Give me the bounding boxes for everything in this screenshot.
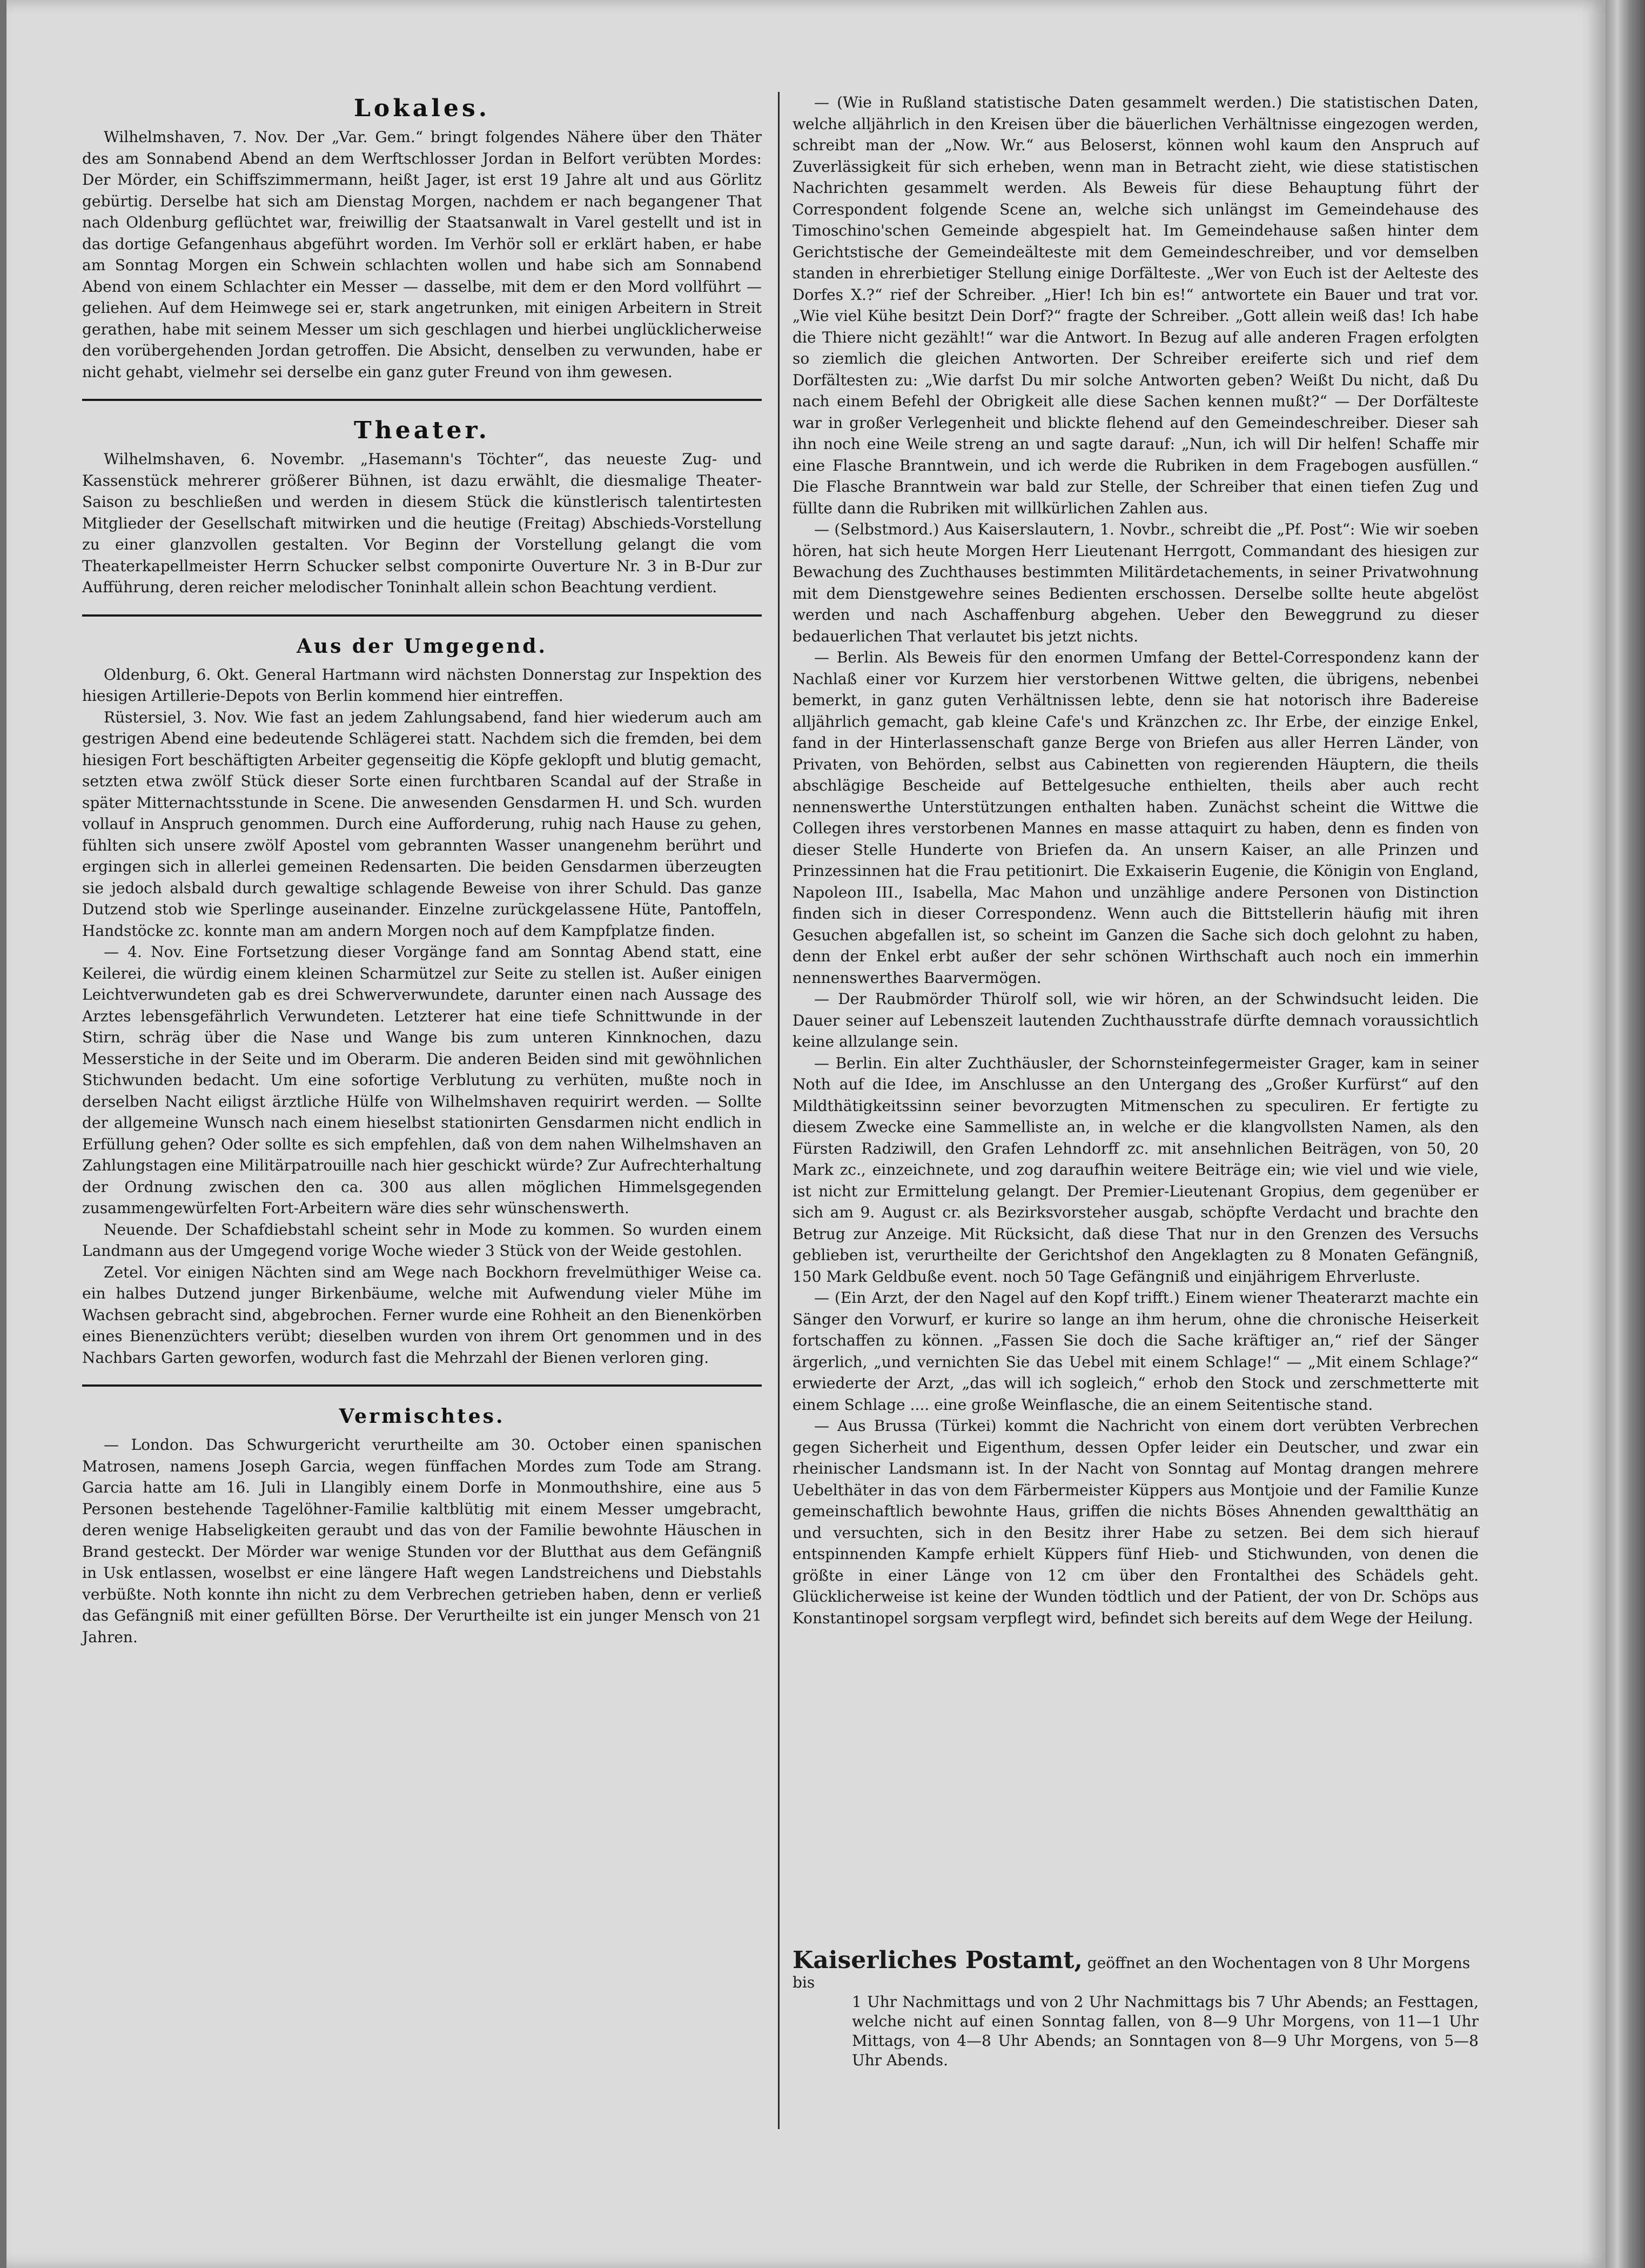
- section-title-theater: Theater.: [353, 417, 490, 444]
- article-raubmoerder-thuerolf: — Der Raubmörder Thürolf soll, wie wir hören, an der Schwindsucht leiden. Die Dauer seiner auf Lebenszeit lautenden Zuchthausstrafe dürfte demnach voraussichtlich keine allzulange sein.: [793, 990, 1479, 1051]
- column-separator: [778, 92, 780, 2129]
- book-edge: [1606, 0, 1645, 2268]
- section-title-umgegend: Aus der Umgegend.: [297, 634, 547, 658]
- section-divider: [82, 614, 762, 617]
- article-umgegend-zetel: Zetel. Vor einigen Nächten sind am Wege nach Bockhorn frevelmüthiger Weise ca. ein halbes Dutzend junger Birkenbäume, welche mit Aufwendung vieler Mühe im Wachsen gebracht sind, abgebrochen. Ferner wurde eine Rohheit an den Bienenkörben eines Bienenzüchters verübt; dieselben wurden von ihrem Ort genommen und in des Nachbars Garten geworfen, wodurch fast die Mehrzahl der Bienen verloren ging.: [82, 1263, 762, 1367]
- article-umgegend-4-nov: — 4. Nov. Eine Fortsetzung dieser Vorgänge fand am Sonntag Abend statt, eine Keilerei, die würdig einem kleinen Scharmützel zur Seite zu stellen ist. Außer einigen Leichtverwundeten gab es drei Schwerverwundete, darunter einen nach Aussage des Arztes lebensgefährlich Verwundeten. Letzterer hat eine tiefe Schnittwunde in der Stirn, schräg über die Nase und Wange bis zum unteren Kinnknochen, dazu Messerstiche in der Seite und im Oberarm. Die anderen Beiden sind mit gewöhnlichen Stichwunden bedacht. Um eine sofortige Verblutung zu verhüten, mußte noch in derselben Nacht eiligst ärztliche Hülfe von Wilhelmshaven requirirt werden. — Sollte der allgemeine Wunsch nach einem hieselbst stationirten Gensdarmen nicht endlich in Erfüllung gehen? Oder sollte es sich empfehlen, daß von dem nahen Wilhelmshaven an Zahlungstagen eine Militärpatrouille nach hier geschickt würde? Zur Aufrechterhaltung der Ordnung zwischen den ca. 300 aus allen möglichen Himmelsgegenden zusammengewürfelten Fort-Arbeitern wäre dies sehr wünschenswerth.: [82, 943, 762, 1217]
- postamt-notice: [793, 1946, 1479, 2070]
- article-umgegend-oldenburg: Oldenburg, 6. Okt. General Hartmann wird nächsten Donnerstag zur Inspektion des hiesigen Artillerie-Depots von Berlin kommend hier eintreffen.: [82, 665, 762, 705]
- article-lokales-wilhelmshaven: Wilhelmshaven, 7. Nov. Der „Var. Gem.“ bringt folgendes Nähere über den Thäter des am Sonnabend Abend an dem Werftschlosser Jordan in Belfort verübten Mordes: Der Mörder, ein Schiffszimmermann, heißt Jager, ist erst 19 Jahre alt und aus Görlitz gebürtig. Derselbe hat sich am Dienstag Morgen, nachdem er nach begangener That nach Oldenburg geflüchtet war, freiwillig der Staatsanwalt in Varel gestellt und ist in das dortige Gefangenhaus abgeführt worden. Im Verhör soll er erklärt haben, er habe am Sonntag Morgen ein Schwein schlachten wollen und habe sich am Sonnabend Abend von einem Schlachter ein Messer — dasselbe, mit dem er den Mord vollführt — geliehen. Auf dem Heimwege sei er, stark angetrunken, mit einigen Arbeitern in Streit gerathen, habe mit seinem Messer um sich geschlagen und hierbei unglücklicherweise den vorübergehenden Jordan getroffen. Die Absicht, denselben zu verwunden, habe er nicht gehabt, vielmehr sei derselbe ein ganz guter Freund von ihm gewesen.: [82, 128, 762, 381]
- article-brussa: — Aus Brussa (Türkei) kommt die Nachricht von einem dort verübten Verbrechen gegen Sicherheit und Eigenthum, dessen Opfer leider ein Deutscher, und zwar ein rheinischer Landsmann ist. In der Nacht von Sonntag auf Montag drangen mehrere Uebelthäter in das von dem Färbermeister Küppers aus Montjoie und der Familie Kunze gemeinschaftlich bewohnte Haus, griffen die nichts Böses Ahnenden gewaltthätig an und versuchten, sich in den Besitz ihrer Habe zu setzen. Bei dem sich hierauf entspinnenden Kampfe erhielt Küppers fünf Hieb- und Stichwunden, von denen die größte in einer Länge von 12 cm über den Frontalthei des Schädels geht. Glücklicherweise ist keine der Wunden tödtlich und der Patient, der von Dr. Schöps aus Konstantinopel sorgsam verpflegt wird, befindet sich bereits auf dem Wege der Heilung.: [793, 1417, 1479, 1627]
- postamt-hours: 1 Uhr Nachmittags und von 2 Uhr Nachmittags bis 7 Uhr Abends; an Festtagen, welche nicht auf einen Sonntag fallen, von 8—9 Uhr Morgens, von 11—1 Uhr Mittags, von 4—8 Uhr Abends; an Sonntagen von 8—9 Uhr Morgens, von 5—8 Uhr Abends.: [852, 1993, 1479, 2069]
- postamt-title: Kaiserliches Postamt,: [793, 1946, 1083, 1974]
- left-column: [82, 92, 762, 1648]
- article-umgegend-ruestersiel: Rüstersiel, 3. Nov. Wie fast an jedem Zahlungsabend, fand hier wiederum auch am gestrigen Abend eine bedeutende Schlägerei statt. Nachdem sich die fremden, bei dem hiesigen Fort beschäftigten Arbeiter gegenseitig die Köpfe geklopft und blutig gemacht, setzten etwa zwölf Stück dieser Sorte einen furchtbaren Scandal auf der Straße in später Mitternachtsstunde in Scene. Die anwesenden Gensdarmen H. und Sch. wurden vollauf in Anspruch genommen. Durch eine Aufforderung, ruhig nach Hause zu gehen, fühlten sich unsere zwölf Apostel vom gebrannten Wasser unangenehm berührt und ergingen sich in allerlei gemeinen Redensarten. Die beiden Gensdarmen überzeugten sie jedoch alsbald durch gewaltige schlagende Beweise von ihrer Schuld. Das ganze Dutzend stob wie Sperlinge auseinander. Einzelne zurückgelassene Hüte, Pantoffeln, Handstöcke zc. konnte man am andern Morgen noch auf dem Kampfplatze finden.: [82, 708, 762, 940]
- article-umgegend-neuende: Neuende. Der Schafdiebstahl scheint sehr in Mode zu kommen. So wurden einem Landmann aus der Umgegend vorige Woche wieder 3 Stück von der Weide gestohlen.: [82, 1220, 762, 1260]
- article-berlin-grager: — Berlin. Ein alter Zuchthäusler, der Schornsteinfegermeister Grager, kam in seiner Noth auf die Idee, im Anschlusse an den Untergang des „Großer Kurfürst“ auf den Mildthätigkeitssinn seiner bevorzugten Mitmenschen zu speculiren. Er fertigte zu diesem Zwecke eine Sammelliste an, in welche er die klangvollsten Namen, als den Fürsten Radziwill, den Grafen Lehndorff zc. mit ansehnlichen Beiträgen, von 50, 20 Mark zc., einzeichnete, und zog daraufhin weitere Beiträge ein; wie viel und wie viele, ist nicht zur Ermittelung gelangt. Der Premier-Lieutenant Gropius, dem gegenüber er sich am 9. August cr. als Bezirksvorsteher ausgab, schöpfte Verdacht und brachte den Betrug zur Anzeige. Mit Rücksicht, daß diese That nur in den Grenzen des Versuchs geblieben ist, verurtheilte der Gerichtshof den Angeklagten zu 8 Monaten Gefängniß, 150 Mark Geldbuße event. noch 50 Tage Gefängniß und einjährigem Ehrverluste.: [793, 1054, 1479, 1286]
- article-vermischtes-london: — London. Das Schwurgericht verurtheilte am 30. October einen spanischen Matrosen, namens Joseph Garcia, wegen fünffachen Mordes zum Tode am Strang. Garcia hatte am 16. Juli in Llangibly einem Dorfe in Monmouthshire, eine aus 5 Personen bestehende Tagelöhner-Familie kaltblütig mit einem Messer umgebracht, deren wenige Habseligkeiten geraubt und das von der Familie bewohnte Häuschen in Brand gesteckt. Der Mörder war wenige Stunden vor der Blutthat aus dem Gefängniß in Usk entlassen, woselbst er eine längere Haft wegen Landstreichens und Diebstahls verbüßte. Noth konnte ihn nicht zu dem Verbrechen getrieben haben, denn er verließ das Gefängniß mit einer gefüllten Börse. Der Verurtheilte ist ein junger Mensch von 21 Jahren.: [82, 1436, 762, 1646]
- postamt-lead: geöffnet an den Wochentagen von 8 Uhr Morgens bis: [793, 1954, 1471, 1991]
- section-title-vermischtes: Vermischtes.: [339, 1405, 505, 1428]
- section-divider: [82, 1384, 762, 1387]
- section-divider: [82, 399, 762, 401]
- article-russland-statistik: — (Wie in Rußland statistische Daten gesammelt werden.) Die statistischen Daten, welche alljährlich in den Kreisen über die bäuerlichen Verhältnisse eingezogen werden, schreibt man der „Now. Wr.“ aus Beloserst, können wohl kaum den Anspruch auf Zuverlässigkeit für sich erheben, wenn man in Betracht zieht, wie diese statistischen Nachrichten gesammelt werden. Als Beweis für diese Behauptung führt der Correspondent folgende Scene an, welche sich unlängst im Gemeindehause des Timoschino'schen Gemeinde abgespielt hat. Im Gemeindehause saßen hinter dem Gerichtstische der Gemeindeälteste mit dem Gemeindeschreiber, und vor demselben standen in ehrerbietiger Stellung einige Dorfälteste. „Wer von Euch ist der Aelteste des Dorfes X.?“ rief der Schreiber. „Hier! Ich bin es!“ antwortete ein Bauer und trat vor. „Wie viel Kühe besitzt Dein Dorf?“ fragte der Schreiber. „Gott allein weiß das! Ich habe die Thiere nicht gezählt!“ war die Antwort. In Bezug auf alle anderen Fragen erfolgten so ziemlich die gleichen Antworten. Der Schreiber ereiferte sich und rief dem Dorfältesten zu: „Wie darfst Du mir solche Antworten geben? Weißt Du nicht, daß Du nach einem Befehl der Obrigkeit alle diese Sachen kennen mußt?“ — Der Dorfälteste war in großer Verlegenheit und blickte flehend auf den Gemeindeschreiber. Dieser sah ihn noch eine Weile streng an und sagte darauf: „Nun, ich will Dir helfen! Schaffe mir eine Flasche Branntwein, und ich werde die Rubriken in dem Fragebogen ausfüllen.“ Die Flasche Branntwein war bald zur Stelle, der Schreiber that einen tiefen Zug und füllte dann die Rubriken mit willkürlichen Zahlen aus.: [793, 93, 1479, 517]
- section-title-lokales: Lokales.: [353, 95, 491, 122]
- newspaper-page: [6, 0, 1606, 2268]
- article-selbstmord-kaiserslautern: — (Selbstmord.) Aus Kaiserslautern, 1. Novbr., schreibt die „Pf. Post“: Wie wir soeben hören, hat sich heute Morgen Herr Lieutenant Herrgott, Commandant des hiesigen zur Bewachung des Zuchthauses bestimmten Militärdetachements, in seiner Privatwohnung mit dem Dienstgewehre seines Bedienten erschossen. Derselbe sollte heute abgelöst werden und nach Aschaffenburg abgehen. Ueber den Beweggrund zu dieser bedauerlichen That verlautet bis jetzt nichts.: [793, 520, 1479, 645]
- right-column: [793, 92, 1479, 1629]
- article-theater-hasemann: Wilhelmshaven, 6. Novembr. „Hasemann's Töchter“, das neueste Zug- und Kassenstück mehrerer größerer Bühnen, ist dazu erwählt, die diesmalige Theater-Saison zu beschließen und werden in diesem Stück die künstlerisch talentirtesten Mitglieder der Gesellschaft mitwirken und die heutige (Freitag) Abschieds-Vorstellung zu einer glanzvollen gestalten. Vor Beginn der Vorstellung gelangt die vom Theaterkapellmeister Herrn Schucker selbst componirte Ouverture Nr. 3 in B-Dur zur Aufführung, deren reicher melodischer Toninhalt allein schon Beachtung verdient.: [82, 450, 762, 596]
- article-arzt-nagel: — (Ein Arzt, der den Nagel auf den Kopf trifft.) Einem wiener Theaterarzt machte ein Sänger den Vorwurf, er kurire so lange an ihm herum, ohne die chronische Heiserkeit fortschaffen zu können. „Fassen Sie doch die Sache kräftiger an,“ rief der Sänger ärgerlich, „und vernichten Sie das Uebel mit einem Schlage!“ — „Mit einem Schlage?“ erwiederte der Arzt, „das will ich sogleich,“ erhob den Stock und zerschmetterte mit einem Schlage .... eine große Weinflasche, die an einem Seitentische stand.: [793, 1289, 1479, 1414]
- article-berlin-bettel: — Berlin. Als Beweis für den enormen Umfang der Bettel-Correspondenz kann der Nachlaß einer vor Kurzem hier verstorbenen Wittwe gelten, die übrigens, nebenbei bemerkt, in ganz guten Verhältnissen lebte, denn sie hat notorisch ihre Badereise alljährlich gemacht, gab kleine Cafe's und Kränzchen zc. Ihr Erbe, der einzige Enkel, fand in der Hinterlassenschaft ganze Berge von Briefen aus aller Herren Länder, von Privaten, von Behörden, selbst aus Cabinetten von regierenden Häuptern, die theils abschlägige Bescheide auf Bettelgesuche enthielten, theils aber auch recht nennenswerthe Unterstützungen enthalten haben. Zunächst scheint die Wittwe die Collegen ihres verstorbenen Mannes en masse attaquirt zu haben, denn es finden von dieser Stelle Hunderte von Briefen da. An unsern Kaiser, an alle Prinzen und Prinzessinnen hat die Frau petitionirt. Die Exkaiserin Eugenie, die Königin von England, Napoleon III., Isabella, Mac Mahon und unzählige andere Personen von Distinction finden sich in dieser Correspondenz. Wenn auch die Bittstellerin häufig mit ihren Gesuchen abgefallen ist, so scheint im Ganzen die Sache sich doch gelohnt zu haben, denn der Enkel erbt außer der sehr schönen Wirthschaft auch noch ein immerhin nennenswerthes Baarvermögen.: [793, 648, 1479, 987]
